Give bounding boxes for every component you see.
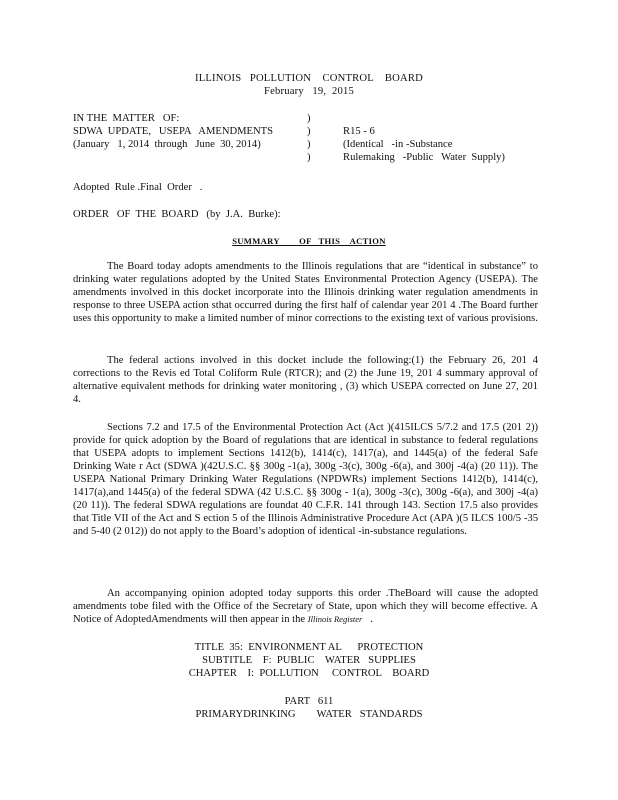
title-block	[0, 641, 618, 680]
docket-number: R15 - 6	[343, 126, 375, 137]
order-of-board-line: ORDER OF THE BOARD (by J.A. Burke):	[73, 209, 281, 220]
board-name: ILLINOIS POLLUTION CONTROL BOARD	[194, 73, 423, 84]
part-block	[0, 695, 618, 721]
caption-left: IN THE MATTER OF:	[73, 113, 180, 124]
paragraph-statutory-basis: Sections 7.2 and 17.5 of the Environmental Protection Act (Act )(415ILCS 5/7.2 and 17.5 (201 2)) provide for quick adoption by the Board of regulations that are identical in substance to federal regulations that USEPA adopts to implement Sections 1412(b), 1414(c), 1417(a), and 1445(a) of the federal Safe Drinking Wate r Act (SDWA )(42U.S.C. §§ 300g -1(a), 300g -3(c), 300g -6(a), and 300j -4(a) (20 11)). The USEPA National Primary Drinking Water Regulations (NPDWRs) implement Sections 1412(b), 1414(c), 1417(a),and 1445(a) of the federal SDWA (42 U.S.C. §§ 300g - 1(a), 300g -3(c), 300g -6(a), and 300j -4(a) (20 11)). The federal SDWA regulations are foundat 40 C.F.R. 141 through 143. Section 17.5 also provides that Title VII of the Act and S ection 5 of the Illinois Administrative Procedure Act (APA )(5 ILCS 100/5 -35 and 5-40 (2 012)) do not apply to the Board’s adoption of identical -in-substance regulations.	[73, 422, 538, 537]
caption-paren: )	[307, 139, 311, 150]
caption-left	[73, 151, 307, 164]
illinois-register-name: Illinois Register	[307, 614, 363, 624]
paragraph-federal-actions: The federal actions involved in this docket include the following:(1) the February 26, 201 4 corrections to the Revis ed Total Coliform Rule (RTCR); and (2) the June 19, 201 4 summary approval of alternative equivalent methods for drinking water monitoring , (3) which USEPA corrected on June 27, 201 4.	[73, 355, 538, 405]
title-line: TITLE 35: ENVIRONMENT AL PROTECTION	[194, 642, 424, 653]
caption-left: SDWA UPDATE, USEPA AMENDMENTS	[73, 126, 274, 137]
caption-row	[73, 112, 543, 125]
caption-row	[73, 151, 543, 164]
adopted-rule-line: Adopted Rule .Final Order .	[73, 182, 203, 193]
caption-right: Rulemaking -Public Water Supply)	[343, 152, 505, 163]
caption-row	[73, 138, 543, 151]
paragraph-accompanying-opinion	[73, 587, 538, 626]
paragraph-text: An accompanying opinion adopted today supports this order .TheBoard will cause the adopted amendments tobe filed with the Office of the Secretary of State, upon which they will become effective. A Notice of AdoptedAmendments will then appear in the	[73, 588, 538, 625]
chapter-line: CHAPTER I: POLLUTION CONTROL BOARD	[188, 668, 430, 679]
order-date: February 19, 2015	[264, 86, 354, 97]
part-title: PRIMARYDRINKING WATER STANDARDS	[195, 709, 423, 720]
caption-row	[73, 125, 543, 138]
caption-paren: )	[307, 126, 311, 137]
summary-heading	[0, 235, 618, 248]
subtitle-line: SUBTITLE F: PUBLIC WATER SUPPLIES	[202, 655, 416, 666]
paragraph-end: .	[362, 614, 373, 625]
paragraph-summary: The Board today adopts amendments to the Illinois regulations that are “identical in substance” to drinking water regulations adopted by the United States Environmental Protection Agency (USEPA). The amendments involved in this docket incorporate into the Illinois drinking water regulation amendments in response to three USEPA action sthat occurred during the first half of calendar year 201 4 .The Board further uses this opportunity to make a limited number of minor corrections to the existing text of various provisions.	[73, 261, 538, 324]
summary-heading-text: SUMMARY OF THIS ACTION	[232, 236, 386, 246]
caption-right: (Identical -in -Substance	[343, 139, 453, 150]
case-caption	[73, 112, 543, 164]
caption-left: (January 1, 2014 through June 30, 2014)	[73, 139, 261, 150]
caption-paren: )	[307, 152, 311, 163]
caption-paren: )	[307, 113, 311, 124]
part-number: PART 611	[284, 696, 334, 707]
board-header	[0, 72, 618, 98]
caption-right	[343, 112, 543, 125]
